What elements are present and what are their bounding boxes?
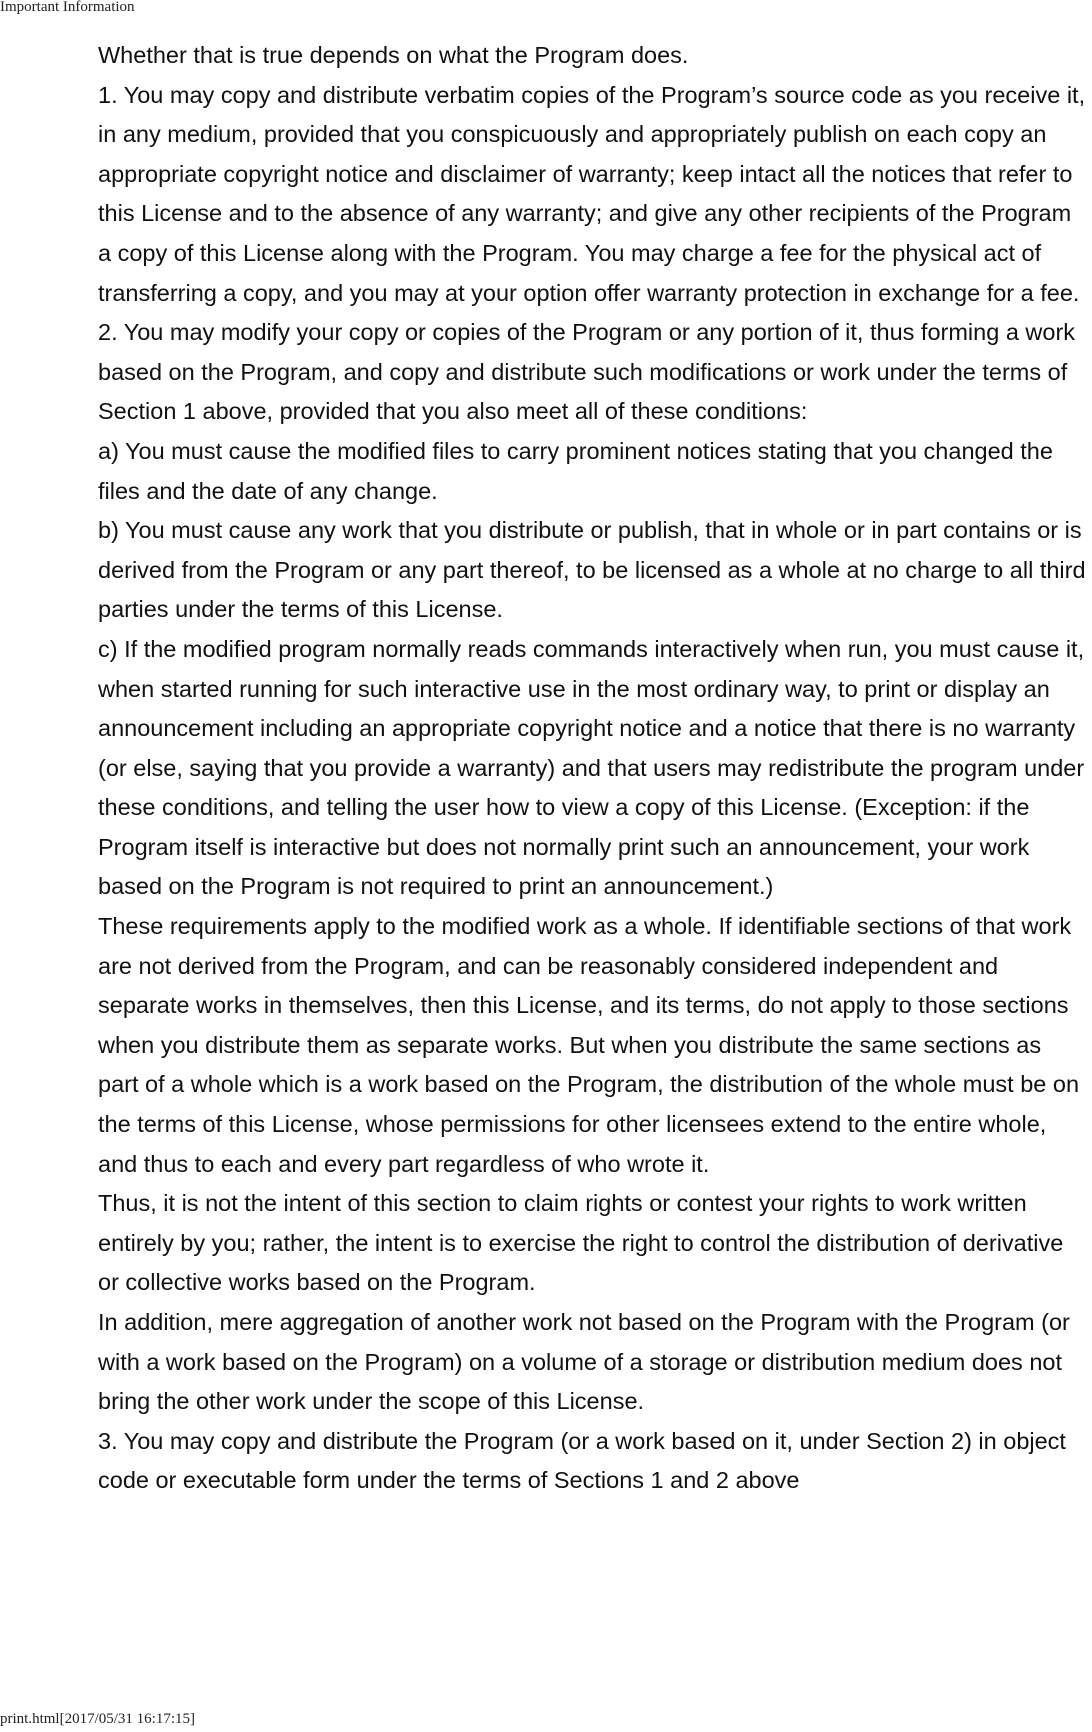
paragraph-section-1: 1. You may copy and distribute verbatim copies of the Program’s source code as you receive it, in any medium, provided that you conspicuously and appropriately publish on each copy an appropriate copyright notice and disclaimer of warranty; keep intact all the notices that refer to this License and to the absence of any warranty; and give any other recipients of the Program a copy of this License along with the Program. You may charge a fee for the physical act of transferring a copy, and you may at your option offer warranty protection in exchange for a fee.	[98, 81, 1086, 306]
page-header-title: Important Information	[0, 0, 135, 15]
page-footer-source: print.html[2017/05/31 16:17:15]	[0, 1711, 195, 1727]
paragraph-aggregation: In addition, mere aggregation of another work not based on the Program with the Program (or with a work based on the Program) on a volume of a storage or distribution medium does not bring the other work under the scope of this License.	[98, 1309, 1070, 1415]
paragraph-section-2: 2. You may modify your copy or copies of the Program or any portion of it, thus forming a work based on the Program, and copy and distribute such modifications or work under the terms of Section 1 above, provided that you also meet all of these conditions:	[98, 319, 1076, 425]
paragraph-requirements: These requirements apply to the modified work as a whole. If identifiable sections of that work are not derived from the Program, and can be reasonably considered independent and separate works in themselves, then this License, and its terms, do not apply to those sections when you distribute them as separate works. But when you distribute the same sections as part of a whole which is a work based on the Program, the distribution of the whole must be on the terms of this License, whose permissions for other licensees extend to the entire whole, and thus to each and every part regardless of who wrote it.	[98, 913, 1080, 1177]
paragraph-condition-c: c) If the modified program normally reads commands interactively when run, you must cause it, when started running for such interactive use in the most ordinary way, to print or display an announcement including an appropriate copyright notice and a notice that there is no warranty (or else, saying that you provide a warranty) and that users may redistribute the program under these conditions, and telling the user how to view a copy of this License. (Exception: if the Program itself is interactive but does not normally print such an announcement, your work based on the Program is not required to print an announcement.)	[98, 635, 1085, 900]
paragraph-intent: Thus, it is not the intent of this section to claim rights or contest your rights to work written entirely by you; rather, the intent is to exercise the right to control the distribution of derivative or collective works based on the Program.	[98, 1190, 1064, 1296]
paragraph-section-3: 3. You may copy and distribute the Program (or a work based on it, under Section 2) in object code or executable form under the terms of Sections 1 and 2 above	[98, 1427, 1066, 1494]
paragraph-condition-b: b) You must cause any work that you distribute or publish, that in whole or in part contains or is derived from the Program or any part thereof, to be licensed as a whole at no charge to all third parties under the terms of this License.	[98, 517, 1086, 623]
document-body	[98, 36, 1088, 1501]
paragraph-program-does: Whether that is true depends on what the Program does.	[98, 42, 689, 68]
paragraph-condition-a: a) You must cause the modified files to carry prominent notices stating that you changed the files and the date of any change.	[98, 437, 1053, 504]
